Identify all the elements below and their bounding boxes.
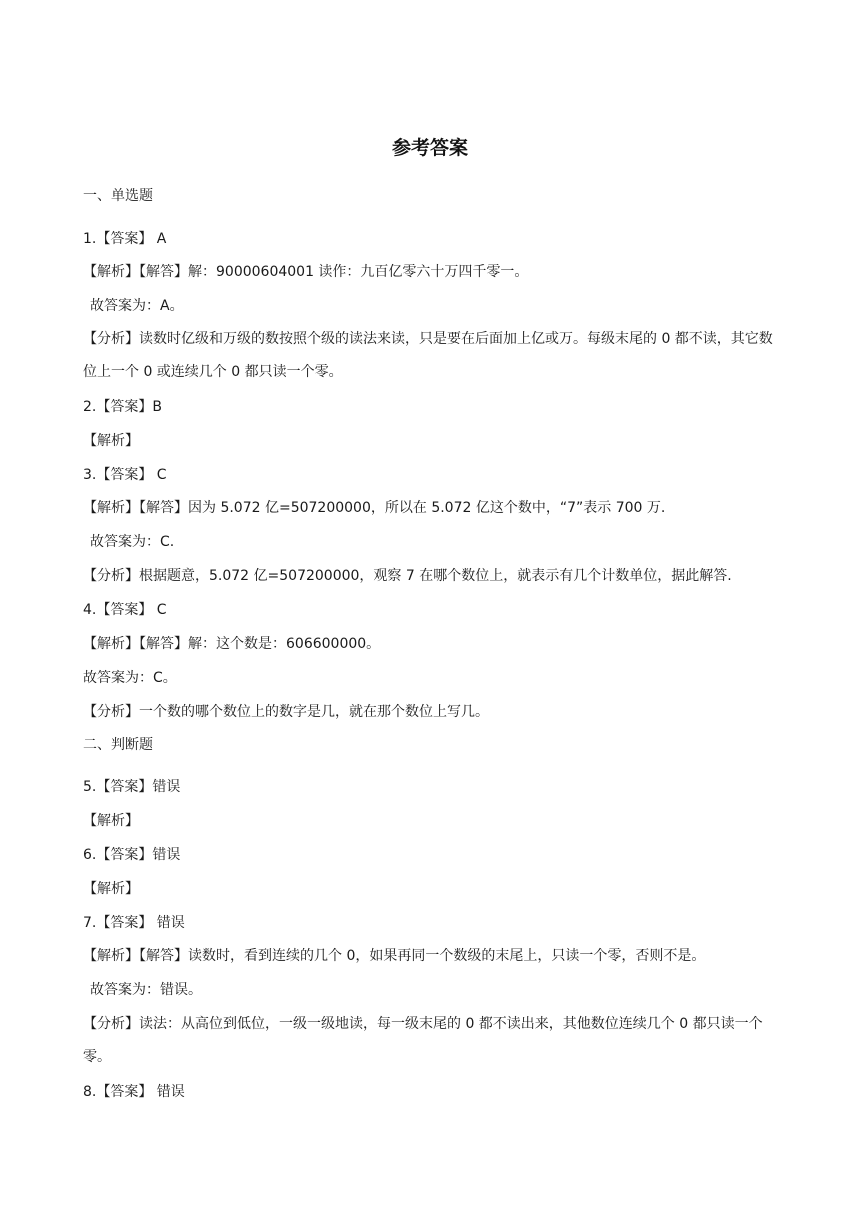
q8-answer: 8.【答案】 错误 <box>83 1084 185 1100</box>
q7-note: 【分析】读法：从高位到低位，一级一级地读，每一级末尾的 0 都不读出来，其他数位连续几个 0 都只读一个零。 <box>83 1016 763 1065</box>
q1-analysis: 【解析】【解答】解：90000604001 读作：九百亿零六十万四千零一。 <box>83 264 529 280</box>
q4-analysis: 【解析】【解答】解：这个数是：606600000。 <box>83 636 381 652</box>
q4-conclusion: 故答案为：C。 <box>83 670 177 686</box>
q7-analysis: 【解析】【解答】读数时，看到连续的几个 0，如果再同一个数级的末尾上，只读一个零，否则不是。 <box>83 948 706 964</box>
q3-analysis: 【解析】【解答】因为 5.072 亿=507200000，所以在 5.072 亿这个数中，“7”表示 700 万. <box>83 500 666 516</box>
q6-analysis: 【解析】 <box>83 881 139 897</box>
q6-answer: 6.【答案】错误 <box>83 847 181 863</box>
q2-analysis: 【解析】 <box>83 433 139 449</box>
section-heading-single-choice: 一、单选题 <box>83 188 153 204</box>
q3-answer: 3.【答案】 C <box>83 467 167 483</box>
q4-note: 【分析】一个数的哪个数位上的数字是几，就在那个数位上写几。 <box>83 704 489 720</box>
q1-conclusion: 故答案为：A。 <box>90 298 184 314</box>
q1-answer: 1.【答案】 A <box>83 231 167 247</box>
q3-conclusion: 故答案为：C. <box>90 534 175 550</box>
q5-answer: 5.【答案】错误 <box>83 779 181 795</box>
q7-conclusion: 故答案为：错误。 <box>90 982 202 998</box>
q3-note: 【分析】根据题意，5.072 亿=507200000，观察 7 在哪个数位上，就表示有几个计数单位，据此解答. <box>83 568 732 584</box>
q2-answer: 2.【答案】B <box>83 399 162 415</box>
q1-note: 【分析】读数时亿级和万级的数按照个级的读法来读，只是要在后面加上亿或万。每级末尾的 0 都不读，其它数位上一个 0 或连续几个 0 都只读一个零。 <box>83 331 773 380</box>
page-title: 参考答案 <box>391 137 468 159</box>
q7-answer: 7.【答案】 错误 <box>83 915 185 931</box>
q5-analysis: 【解析】 <box>83 813 139 829</box>
q4-answer: 4.【答案】 C <box>83 602 167 618</box>
section-heading-true-false: 二、判断题 <box>83 737 153 753</box>
